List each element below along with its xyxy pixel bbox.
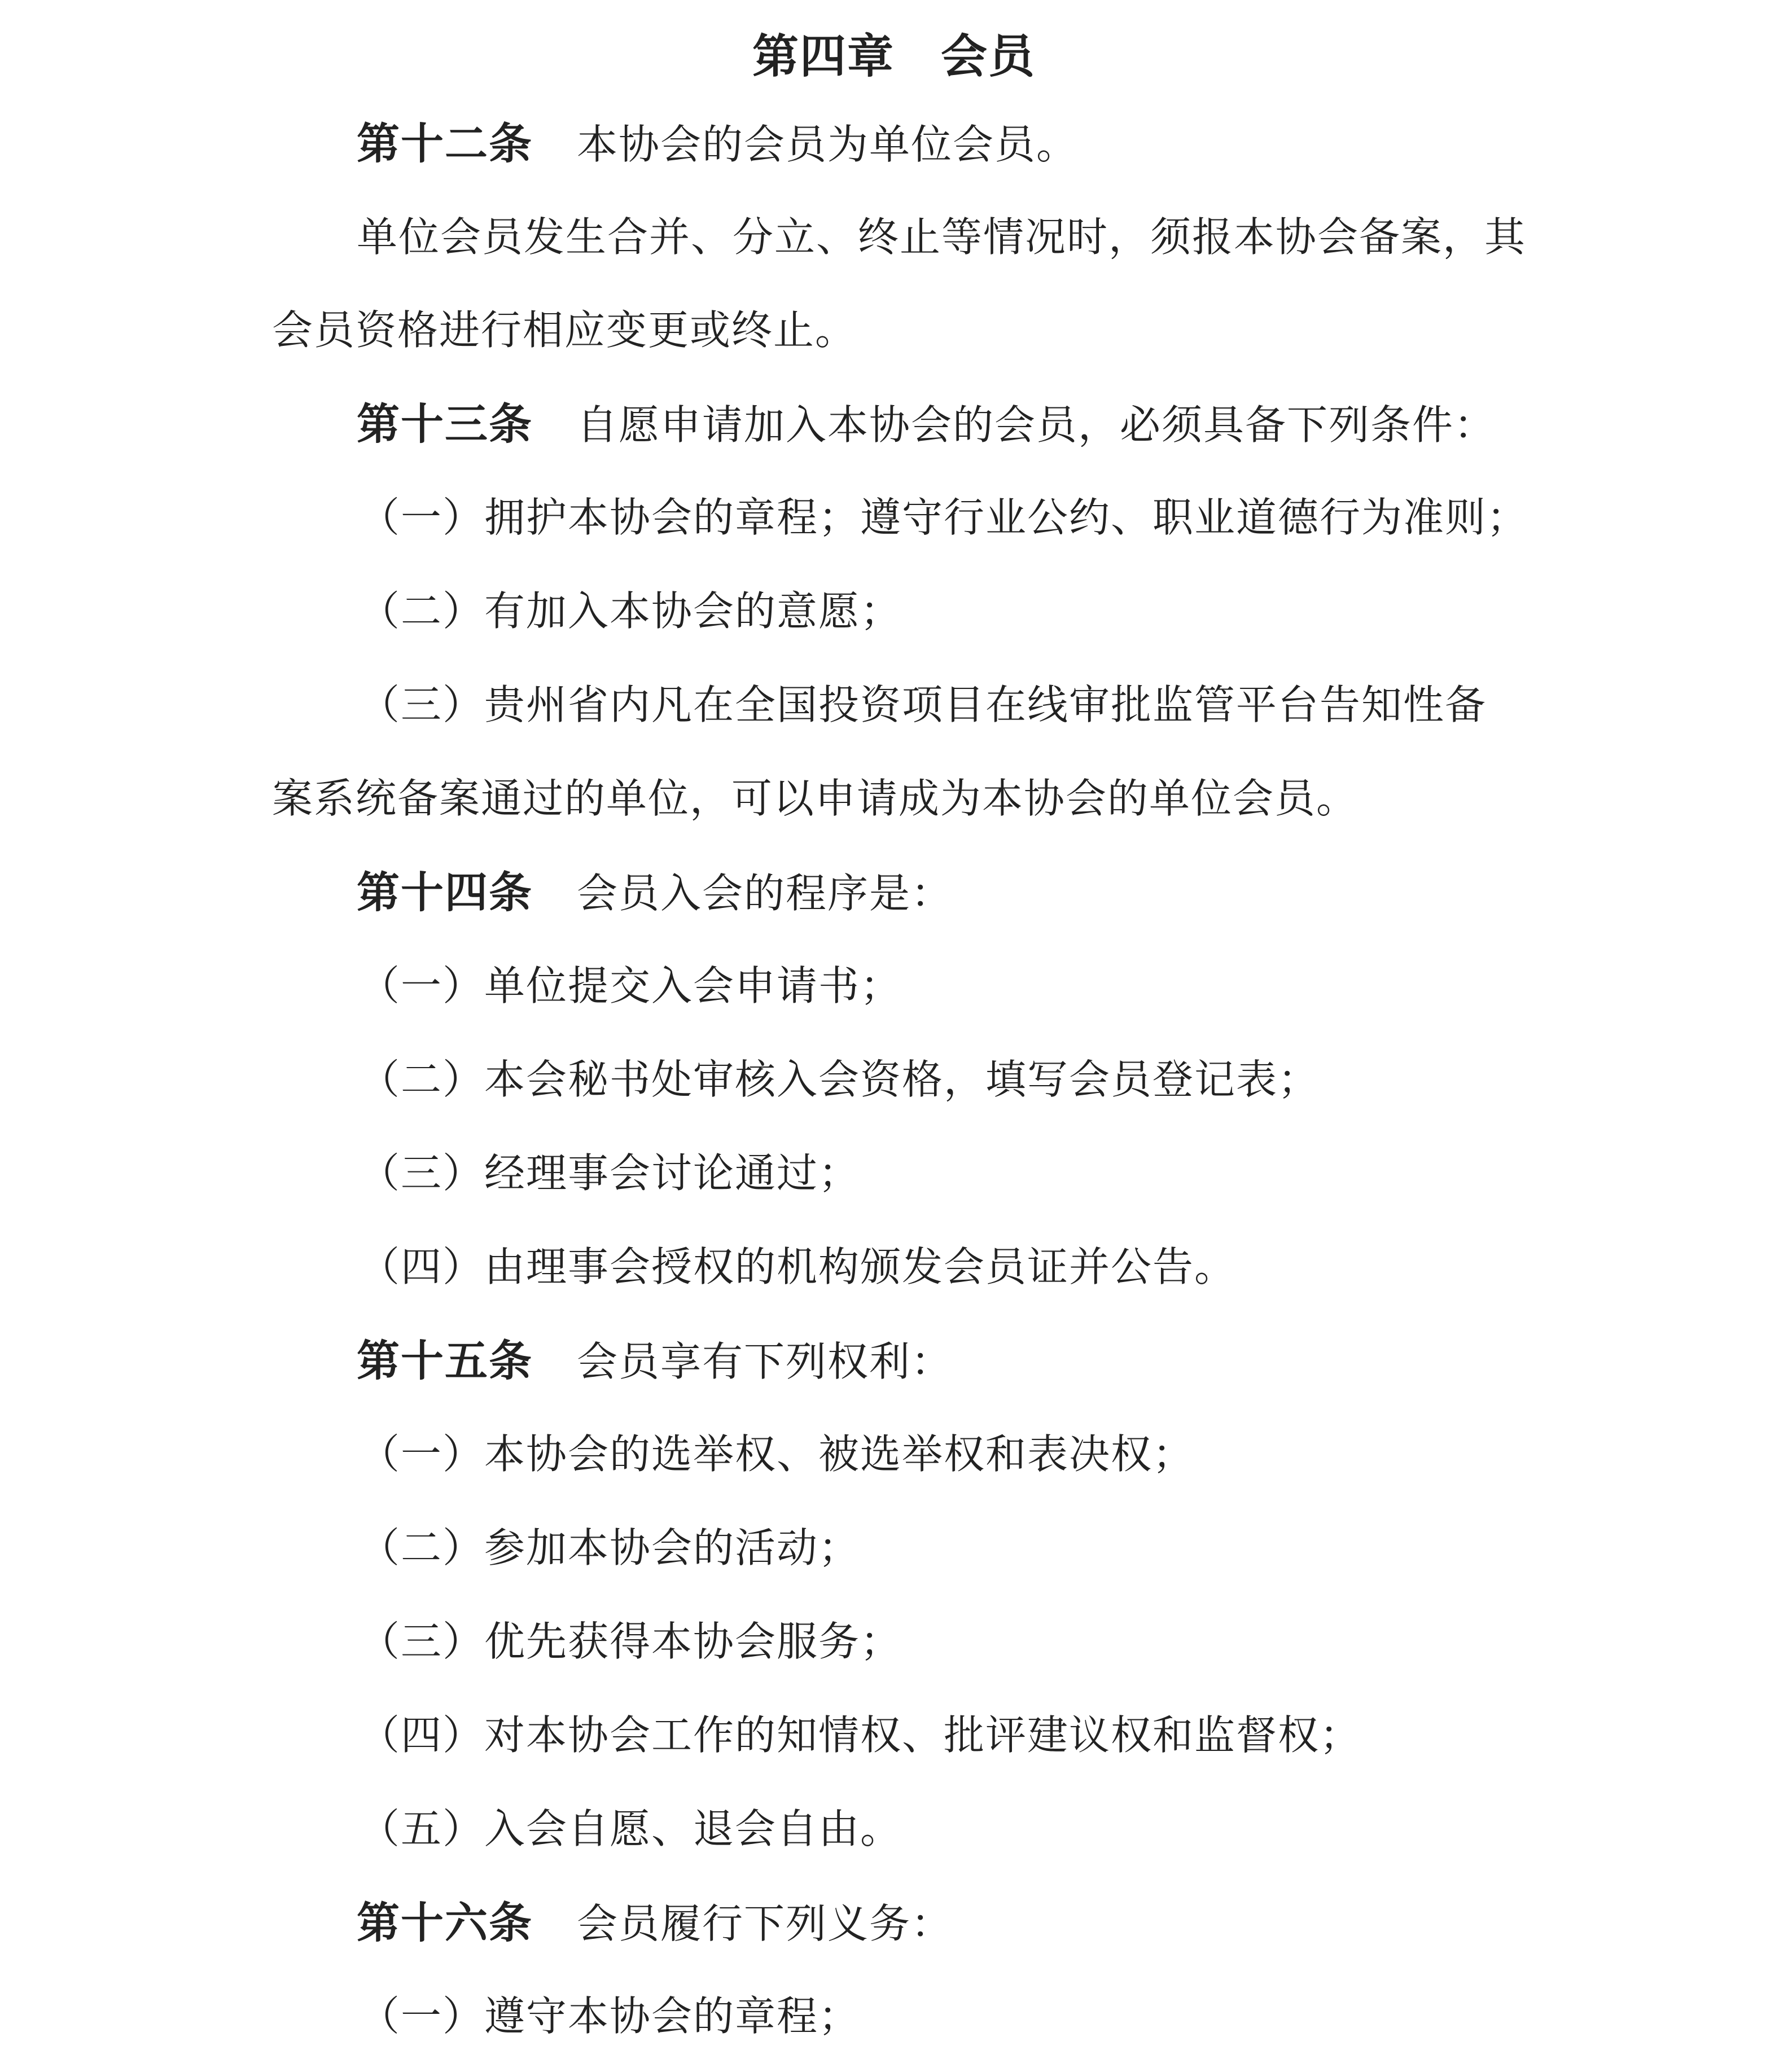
article-text: 会员履行下列义务： [577,1900,953,1947]
article-16 [357,1892,953,1955]
article-text: 会员享有下列权利： [577,1338,953,1385]
list-item: （一）遵守本协会的章程； [359,1992,861,2040]
list-item: （三）优先获得本协会服务； [359,1618,902,1665]
article-15 [357,1330,953,1393]
chapter-title: 会员 [941,29,1036,84]
list-item: （四）对本协会工作的知情权、批评建议权和监督权； [359,1711,1362,1759]
list-item: （二）本会秘书处审核入会资格，填写会员登记表； [359,1056,1320,1103]
article-label: 第十四条 [357,867,533,918]
article-12 [357,113,1078,175]
article-label: 第十二条 [357,118,533,169]
chapter-heading [0,23,1788,90]
list-item: （二）有加入本协会的意愿； [359,587,902,635]
article-14 [357,862,953,924]
list-item: （一）本协会的选举权、被选举权和表决权； [359,1430,1195,1478]
list-item: （一）单位提交入会申请书； [359,962,902,1009]
list-item: （三）贵州省内凡在全国投资项目在线审批监管平台告知性备 [359,681,1487,728]
list-item: （一）拥护本协会的章程；遵守行业公约、职业道德行为准则； [359,494,1529,541]
article-label: 第十六条 [357,1898,533,1948]
article-text: 自愿申请加入本协会的会员，必须具备下列条件： [577,401,1496,449]
paragraph-line: 会员资格进行相应变更或终止。 [272,306,857,354]
paragraph-line: 单位会员发生合并、分立、终止等情况时，须报本协会备案，其 [357,213,1527,261]
article-13 [357,393,1496,456]
list-item: （四）由理事会授权的机构颁发会员证并公告。 [359,1243,1237,1290]
article-label: 第十五条 [357,1336,533,1386]
article-text: 会员入会的程序是： [577,870,953,917]
chapter-number: 第四章 [752,29,895,84]
article-text: 本协会的会员为单位会员。 [577,121,1079,168]
list-item: （三）经理事会讨论通过； [359,1149,861,1197]
list-item: （五）入会自愿、退会自由。 [359,1805,902,1852]
list-item: （二）参加本协会的活动； [359,1524,861,1571]
paragraph-line: 案系统备案通过的单位，可以申请成为本协会的单位会员。 [272,775,1358,822]
article-label: 第十三条 [357,399,533,449]
